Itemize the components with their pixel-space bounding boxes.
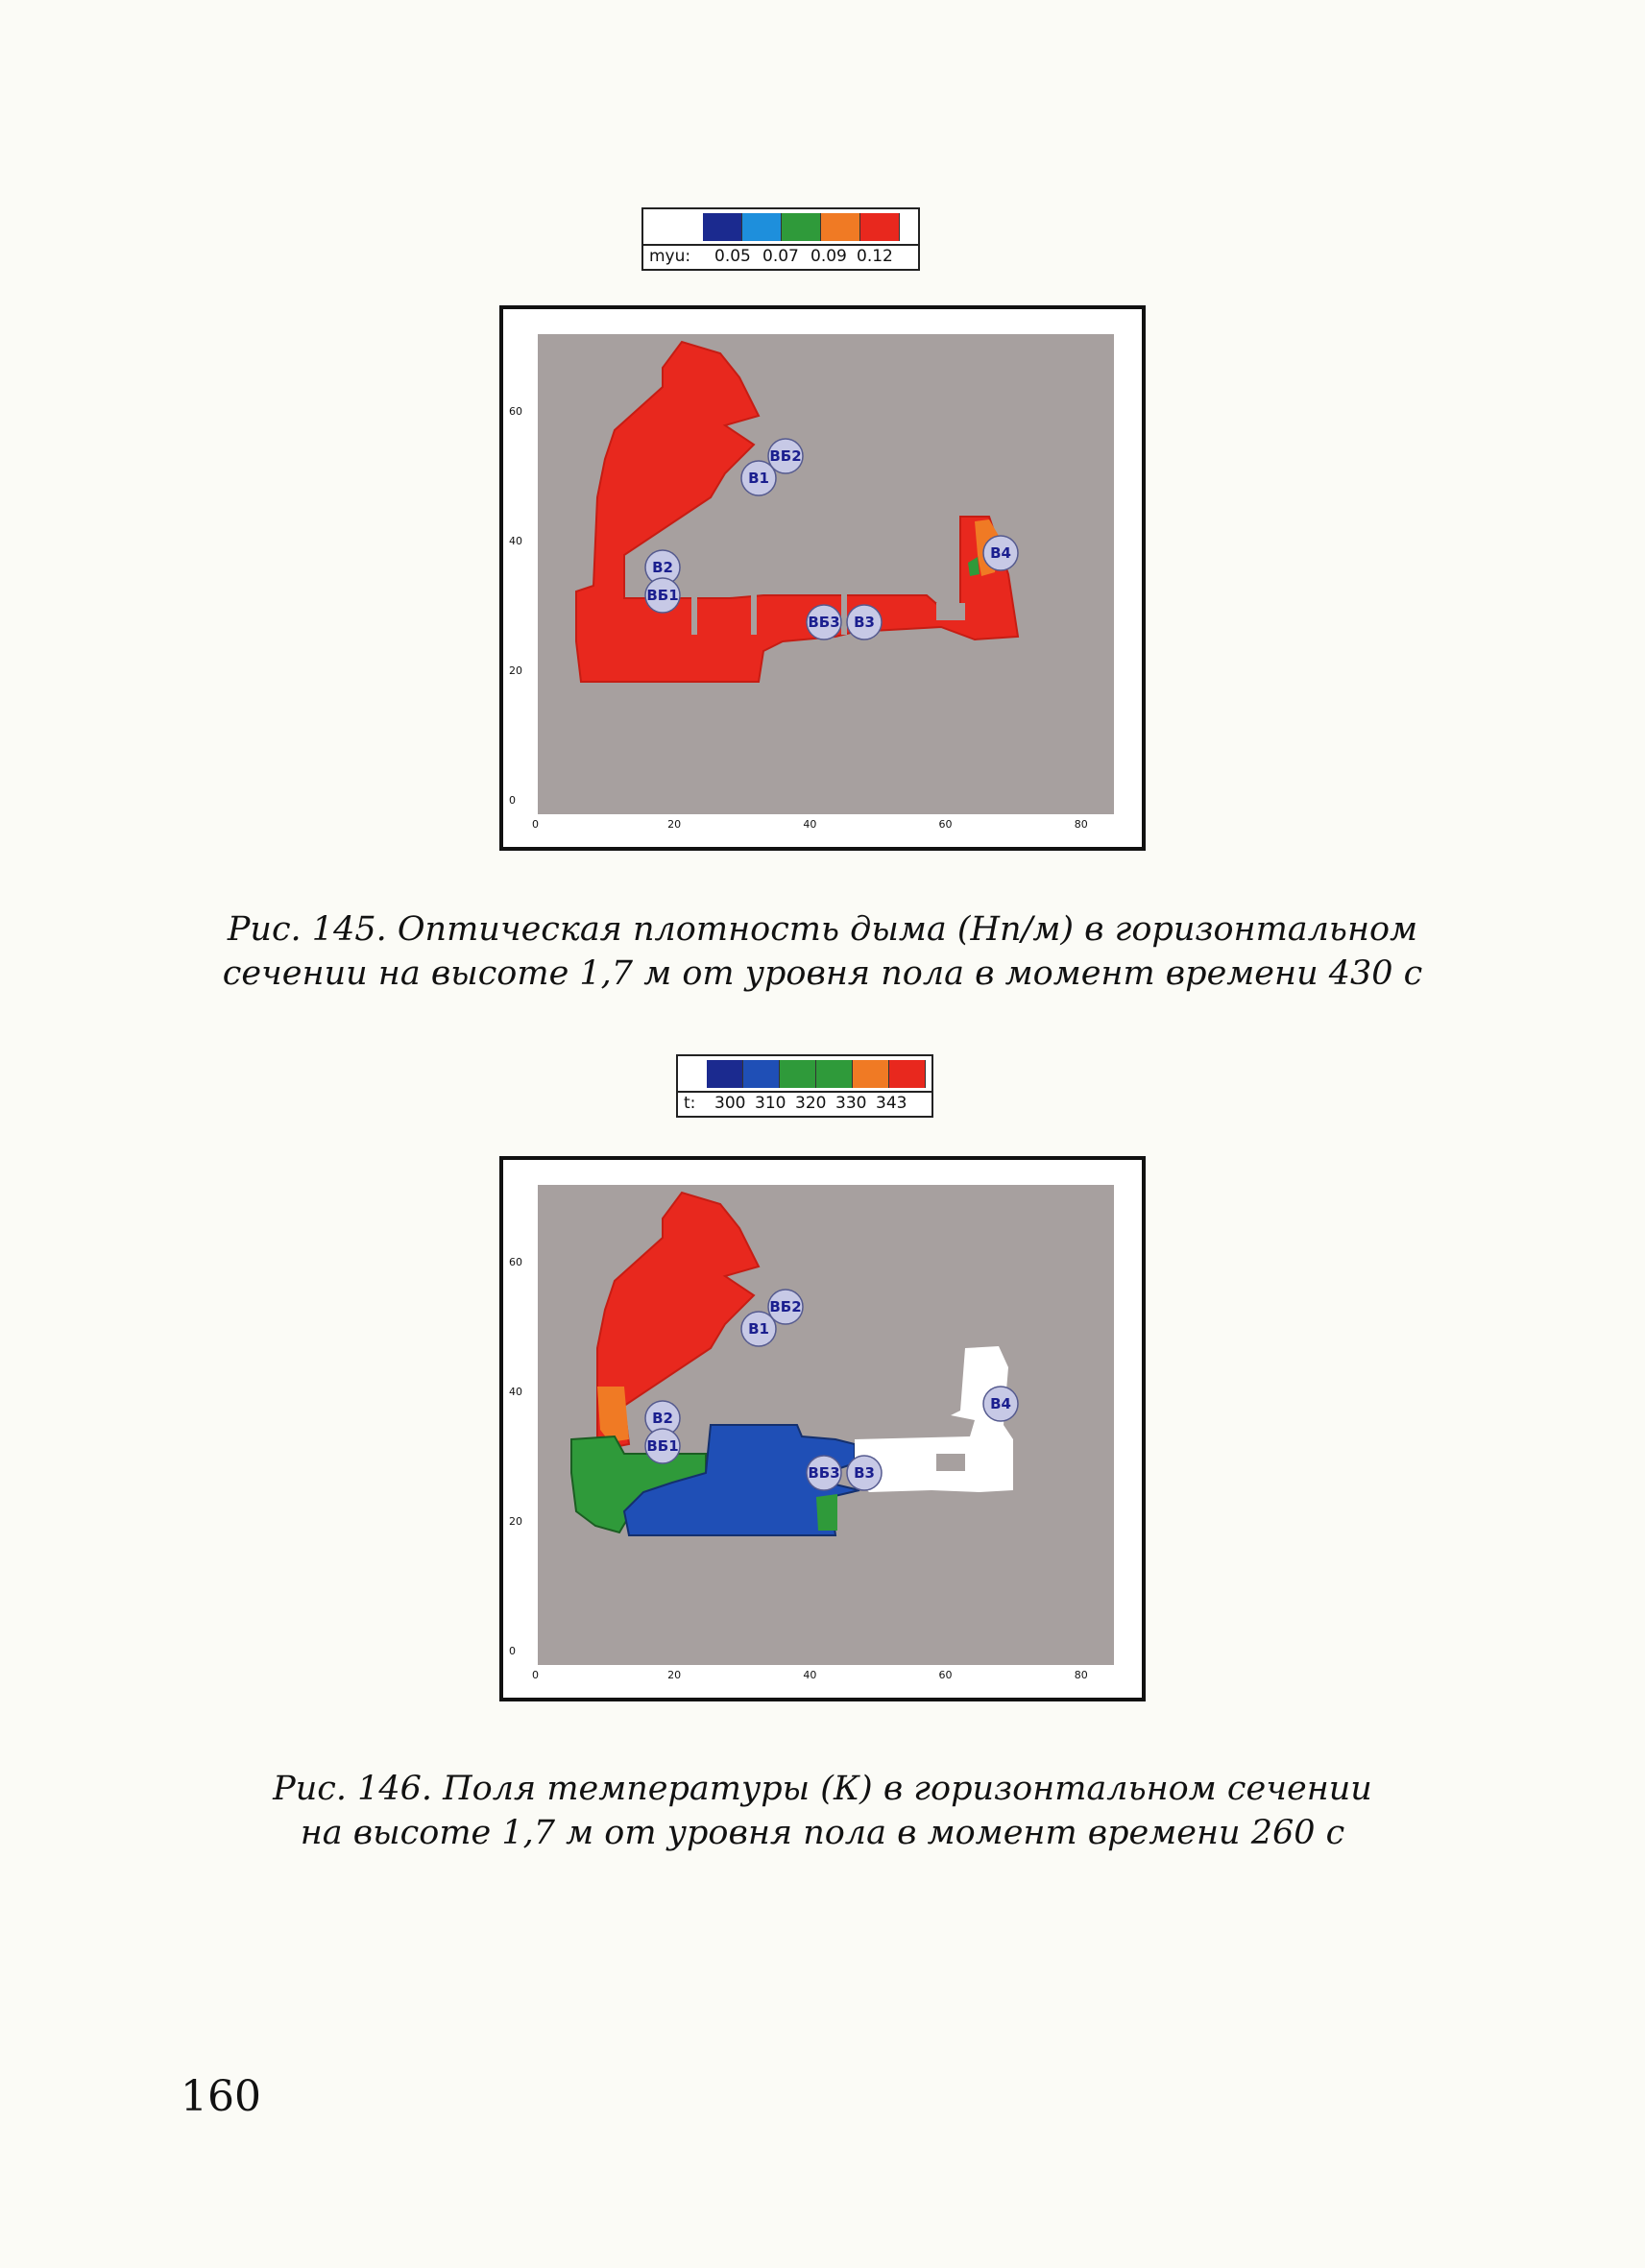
y-tick-label: 60: [509, 1256, 522, 1269]
fig145-plot: [538, 334, 1114, 814]
legend-swatch: [782, 213, 821, 241]
y-tick-label: 40: [509, 535, 522, 548]
fig145-legend-value: 0.12: [857, 247, 893, 266]
x-tick-label: 40: [803, 818, 817, 831]
y-tick-label: 60: [509, 405, 522, 419]
x-tick-label: 60: [938, 1669, 953, 1681]
sensor-marker-label: ВБ2: [769, 447, 802, 465]
sensor-marker-label: В3: [854, 1464, 875, 1482]
fig146-notch: [936, 1454, 965, 1471]
fig146-caption-line: на высоте 1,7 м от уровня пола в момент времени 260 с: [300, 1814, 1345, 1852]
fig145-wall-gap: [691, 591, 697, 635]
sensor-marker-label: ВБ3: [808, 614, 840, 631]
fig145-legend-value: 0.09: [810, 247, 847, 266]
fig145-legend-prefix: myu:: [649, 247, 691, 266]
x-tick-label: 80: [1074, 818, 1088, 831]
x-tick-label: 0: [532, 818, 539, 831]
sensor-marker-label: ВБ3: [808, 1464, 840, 1482]
fig145-plot-area: [538, 334, 1114, 814]
fig146-legend-prefix: t:: [684, 1094, 696, 1113]
fig146-caption-line: Рис. 146. Поля температуры (К) в горизонтальном сечении: [273, 1770, 1372, 1808]
fig145-legend-swatches: [703, 213, 900, 241]
y-tick-label: 20: [509, 664, 522, 678]
legend-swatch: [889, 1060, 926, 1088]
legend-swatch: [821, 213, 860, 241]
y-tick-label: 0: [509, 1645, 516, 1658]
y-tick-label: 20: [509, 1515, 522, 1529]
fig146-legend-value: 320: [795, 1094, 827, 1113]
fig146-legend-swatches: [707, 1060, 926, 1088]
sensor-marker-label: ВБ2: [769, 1298, 802, 1315]
legend-swatch: [742, 213, 782, 241]
fig146-legend-value: 300: [714, 1094, 746, 1113]
sensor-marker-label: В4: [990, 1395, 1011, 1412]
fig145-legend-labels: [643, 244, 918, 267]
legend-swatch: [853, 1060, 889, 1088]
fig145-wall-gap: [841, 591, 847, 635]
x-tick-label: 20: [667, 818, 682, 831]
x-tick-label: 80: [1074, 1669, 1088, 1681]
fig145-frame: [499, 305, 1146, 851]
fig146-frame: [499, 1156, 1146, 1701]
fig146-plot-area: [538, 1185, 1114, 1665]
fig145-caption-line: сечении на высоте 1,7 м от уровня пола в момент времени 430 с: [222, 954, 1423, 993]
sensor-marker-label: ВБ1: [646, 1437, 679, 1455]
x-tick-label: 60: [938, 818, 953, 831]
x-tick-label: 40: [803, 1669, 817, 1681]
legend-swatch: [703, 213, 742, 241]
sensor-marker-label: В2: [652, 1410, 673, 1427]
fig146-caption: [0, 1767, 1645, 1855]
legend-swatch: [743, 1060, 780, 1088]
fig146-plot: [538, 1185, 1114, 1665]
sensor-marker-label: ВБ1: [646, 587, 679, 604]
fig145-wall-gap: [751, 591, 757, 635]
legend-swatch: [780, 1060, 816, 1088]
sensor-marker-label: В4: [990, 544, 1011, 562]
fig146-legend-value: 310: [755, 1094, 786, 1113]
fig146-legend-labels: [678, 1091, 931, 1114]
fig145-notch: [936, 603, 965, 620]
fig145-legend: [641, 207, 920, 271]
fig146-legend-value: 343: [876, 1094, 907, 1113]
y-tick-label: 40: [509, 1386, 522, 1399]
page-number: 160: [181, 2072, 261, 2121]
x-tick-label: 0: [532, 1669, 539, 1681]
y-tick-label: 0: [509, 794, 516, 808]
fig146-legend-value: 330: [835, 1094, 867, 1113]
fig146-green-patch: [816, 1494, 837, 1531]
x-tick-label: 20: [667, 1669, 682, 1681]
sensor-marker-label: В2: [652, 559, 673, 576]
legend-swatch: [816, 1060, 853, 1088]
legend-swatch: [707, 1060, 743, 1088]
fig145-caption: [0, 907, 1645, 996]
fig145-legend-value: 0.05: [714, 247, 751, 266]
sensor-marker-label: В3: [854, 614, 875, 631]
sensor-marker-label: В1: [748, 1320, 769, 1338]
sensor-marker-label: В1: [748, 470, 769, 487]
fig146-legend: [676, 1054, 933, 1118]
fig145-legend-value: 0.07: [762, 247, 799, 266]
legend-swatch: [860, 213, 900, 241]
fig145-caption-line: Рис. 145. Оптическая плотность дыма (Нп/м) в горизонтальном: [227, 910, 1418, 949]
fig145-smoke-region: [576, 342, 1018, 682]
